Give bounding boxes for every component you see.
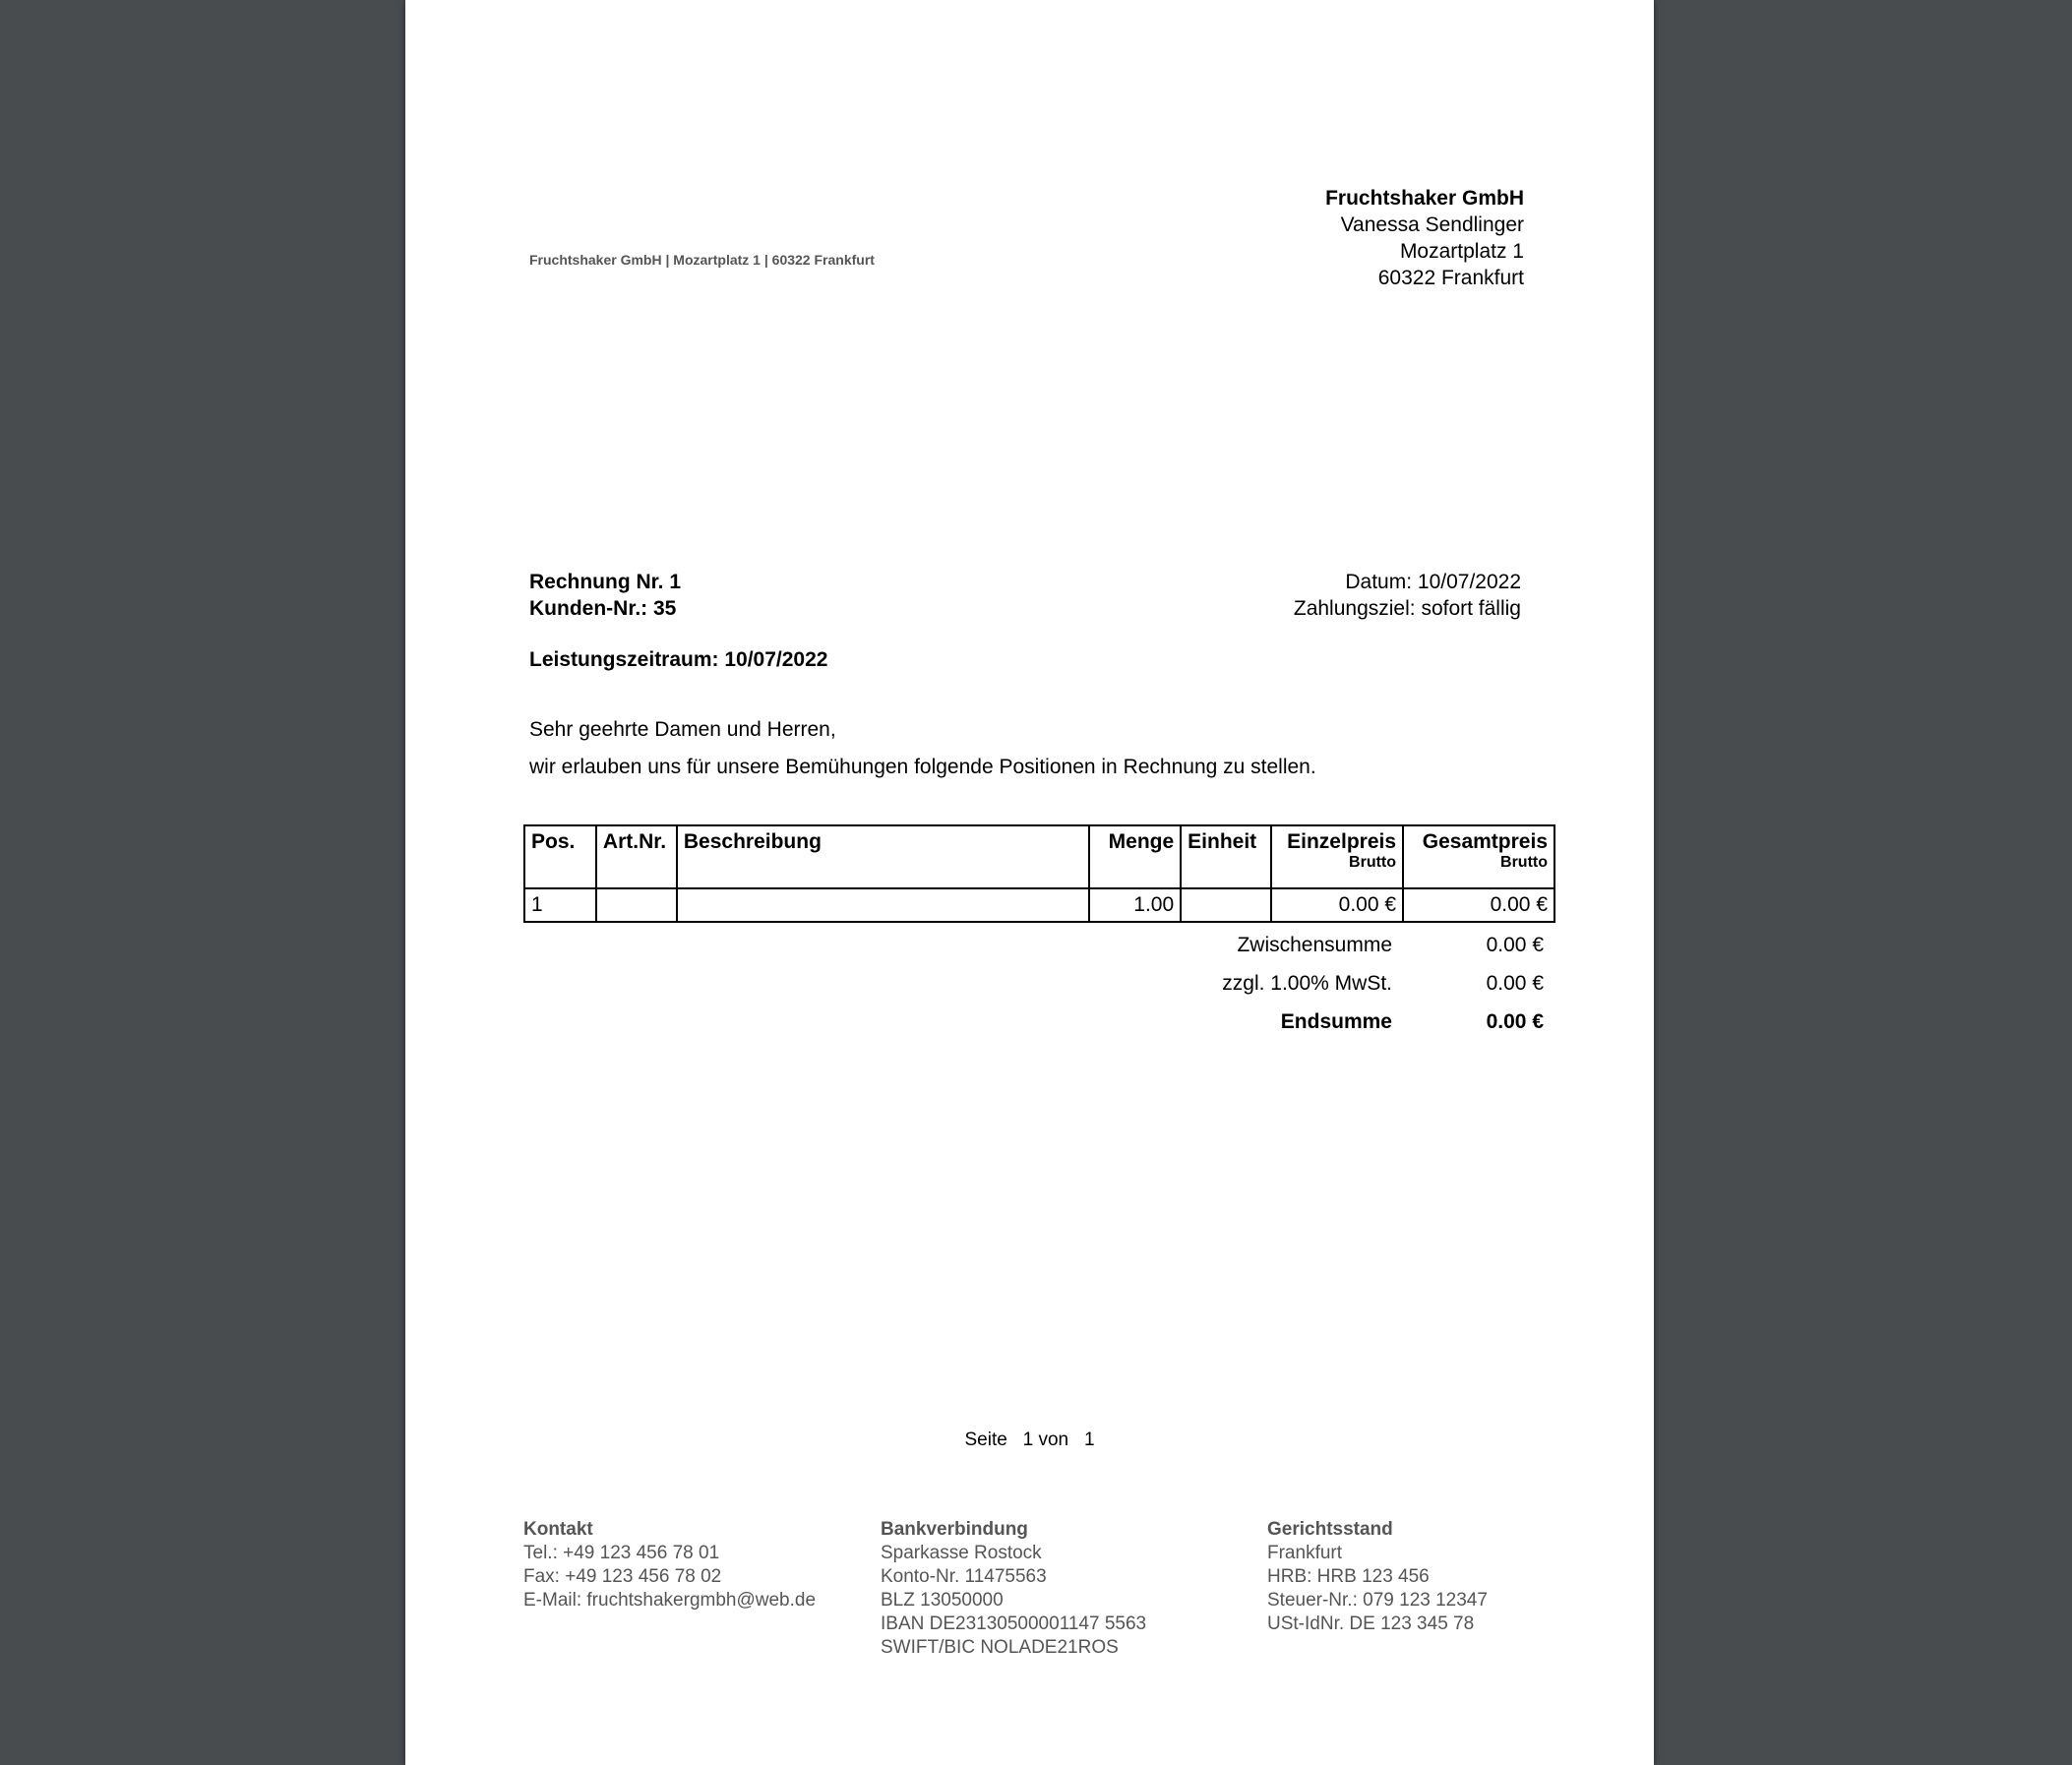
grand-total-label: Endsumme (1280, 1010, 1392, 1033)
sender-line: Fruchtshaker GmbH | Mozartplatz 1 | 60322 Frankfurt (529, 252, 875, 268)
cell-unit (1181, 888, 1271, 922)
footer-court-line: Frankfurt (1267, 1543, 1343, 1563)
recipient-city: 60322 Frankfurt (1377, 267, 1524, 289)
payment-terms: Zahlungsziel: sofort fällig (1293, 597, 1521, 620)
footer-contact-line: Fax: +49 123 456 78 02 (523, 1566, 722, 1587)
invoice-date: Datum: 10/07/2022 (1345, 571, 1521, 593)
footer-bank-line: Konto-Nr. 11475563 (881, 1566, 1047, 1587)
footer-court-line: HRB: HRB 123 456 (1267, 1566, 1430, 1587)
salutation: Sehr geehrte Damen und Herren, (529, 718, 836, 741)
footer-bank-line: Sparkasse Rostock (881, 1543, 1042, 1563)
invoice-ids (529, 569, 681, 622)
col-header-unit-price-label: Einzelpreis (1287, 830, 1397, 853)
intro-text: wir erlauben uns für unsere Bemühungen folgende Positionen in Rechnung zu stellen. (529, 756, 1316, 778)
cell-unit-price: 0.00 € (1271, 888, 1403, 922)
col-header-unit-price (1271, 825, 1403, 888)
page-number: Seite 1 von 1 (964, 1430, 1095, 1450)
recipient-address (1325, 185, 1524, 291)
grand-total-row (999, 1007, 1544, 1046)
line-items-table (523, 824, 1555, 923)
footer-bank-head: Bankverbindung (881, 1519, 1028, 1540)
footer-contact-head: Kontakt (523, 1519, 593, 1540)
table-row (524, 888, 1554, 922)
tax-value: 0.00 € (1486, 972, 1544, 995)
footer-court-head: Gerichtsstand (1267, 1519, 1393, 1540)
col-header-pos: Pos. (524, 825, 596, 888)
footer-contact-line: Tel.: +49 123 456 78 01 (523, 1543, 720, 1563)
footer-bank-line: SWIFT/BIC NOLADE21ROS (881, 1637, 1119, 1658)
subtotal-row (999, 931, 1544, 969)
col-header-total-price-label: Gesamtpreis (1422, 830, 1548, 853)
col-header-unit-price-sub: Brutto (1349, 854, 1397, 871)
col-header-total-price (1403, 825, 1554, 888)
col-header-art: Art.Nr. (596, 825, 677, 888)
footer-bank (881, 1518, 1146, 1660)
service-period: Leistungszeitraum: 10/07/2022 (529, 648, 828, 671)
table-header-row (524, 825, 1554, 888)
footer-bank-line: IBAN DE23130500001147 5563 (881, 1613, 1147, 1634)
footer-court-line: USt-IdNr. DE 123 345 78 (1267, 1613, 1475, 1634)
subtotal-value: 0.00 € (1486, 934, 1544, 956)
grand-total-value: 0.00 € (1486, 1010, 1544, 1033)
cell-art (596, 888, 677, 922)
cell-total-price: 0.00 € (1403, 888, 1554, 922)
tax-row (999, 969, 1544, 1007)
invoice-number: Rechnung Nr. 1 (529, 571, 682, 593)
col-header-desc: Beschreibung (677, 825, 1089, 888)
cell-pos: 1 (524, 888, 596, 922)
recipient-street: Mozartplatz 1 (1399, 240, 1524, 263)
footer-contact-email: E-Mail: fruchtshakergmbh@web.de (523, 1590, 817, 1611)
customer-number: Kunden-Nr.: 35 (529, 597, 677, 620)
recipient-company: Fruchtshaker GmbH (1325, 187, 1524, 210)
totals-block (999, 931, 1544, 1046)
subtotal-label: Zwischensumme (1237, 934, 1392, 956)
col-header-unit: Einheit (1181, 825, 1271, 888)
cell-qty: 1.00 (1089, 888, 1181, 922)
footer-bank-line: BLZ 13050000 (881, 1590, 1004, 1611)
invoice-dates (1294, 569, 1521, 622)
footer-contact (523, 1518, 816, 1613)
invoice-page (405, 0, 1654, 1765)
footer-court (1267, 1518, 1488, 1636)
recipient-name: Vanessa Sendlinger (1340, 213, 1524, 236)
footer-court-line: Steuer-Nr.: 079 123 12347 (1267, 1590, 1488, 1611)
col-header-qty: Menge (1089, 825, 1181, 888)
col-header-total-price-sub: Brutto (1500, 854, 1548, 871)
tax-label: zzgl. 1.00% MwSt. (1222, 972, 1392, 995)
cell-desc (677, 888, 1089, 922)
